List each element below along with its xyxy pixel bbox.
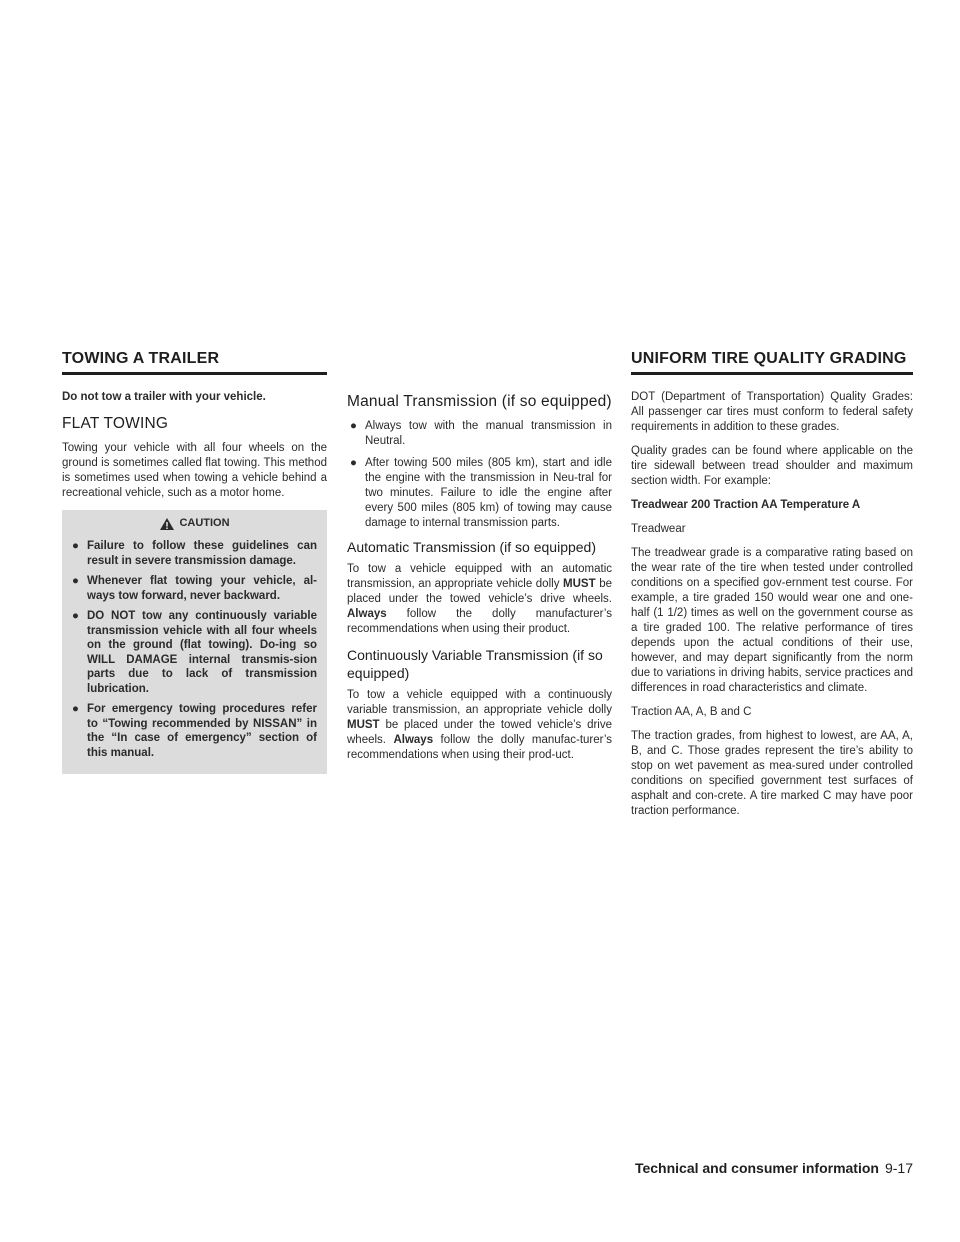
grade-example: Treadwear 200 Traction AA Temperature A [631,499,861,511]
caution-box [62,510,327,774]
automatic-transmission-heading: Automatic Transmission (if so equipped) [347,539,596,555]
list-item: ● After towing 500 miles (805 km), start and idle the engine with the transmission in Neu-tral for two minutes. Failure to idle the engine after every 500 miles (805 km) of towing may cause damage to internal transmission parts. [350,457,612,529]
caution-label: CAUTION [179,517,230,529]
traction-label: Traction AA, A, B and C [631,706,752,718]
section-header-towing: TOWING A TRAILER [62,350,220,367]
section-header-tire-grading: UNIFORM TIRE QUALITY GRADING [631,350,907,367]
caution-item: ● Failure to follow these guidelines can result in severe transmission damage. [72,540,317,567]
flat-towing-heading: FLAT TOWING [62,415,169,432]
quality-grades-location: Quality grades can be found where applicable on the tire sidewall between tread shoulder and maximum section width. For example: [631,445,913,487]
header-rule [62,372,327,375]
footer-section-title: Technical and consumer information [634,1160,879,1176]
caution-item: ● Whenever flat towing your vehicle, al-ways tow forward, never backward. [72,575,317,602]
automatic-transmission-body: To tow a vehicle equipped with an automatic transmission, an appropriate vehicle dolly MUST be placed under the towed vehicle’s drive wheels. Always follow the dolly manufacturer’s recommendations when using their product. [347,563,612,635]
intro-warning: Do not tow a trailer with your vehicle. [62,391,266,403]
column-left [62,390,327,774]
manual-transmission-heading: Manual Transmission (if so equipped) [347,393,612,410]
warning-icon [159,517,175,531]
dot-quality-grades: DOT (Department of Transportation) Quality Grades: All passenger car tires must conform to federal safety requirements in addition to these grades. [631,391,913,433]
caution-item: ● For emergency towing procedures refer to “Towing recommended by NISSAN” in the “In case of emergency” section of this manual. [72,703,317,759]
treadwear-label: Treadwear [631,523,686,535]
treadwear-body: The treadwear grade is a comparative rating based on the wear rate of the tire when tested under controlled conditions on a specified gov-ernment test course. For example, a tire graded 150 would wear one and one-half (1 1/2) times as well on the government course as a tire graded 100. The relative performance of tires depends upon the actual conditions of their use, however, and may depart significantly from the norm due to variations in driving habits, service practices and differences in road characteristics and climate. [631,547,913,694]
flat-towing-body: Towing your vehicle with all four wheels on the ground is sometimes called flat towing. This method is sometimes used when towing a vehicle behind a recreational vehicle, such as a motor home. [62,442,327,499]
header-rule [631,372,913,375]
caution-item: ● DO NOT tow any continuously variable transmission vehicle with all four wheels on the ground (flat towing). Do-ing so WILL DAMAGE internal transmis-sion parts due to lack of transmission lubrication. [72,610,317,695]
cvt-heading: Continuously Variable Transmission (if so equipped) [347,647,603,681]
traction-body: The traction grades, from highest to lowest, are AA, A, B, and C. Those grades represent the tire’s ability to stop on wet pavement as mea-sured under controlled conditions on specified government test surfaces of asphalt and con-crete. A tire marked C may have poor traction performance. [631,730,913,817]
page-number: 9-17 [884,1160,913,1176]
cvt-body: To tow a vehicle equipped with a continuously variable transmission, an appropriate vehicle dolly MUST be placed under the towed vehicle’s drive wheels. Always follow the dolly manufac-turer’s recommendations when using their prod-uct. [347,689,613,761]
column-right [631,390,913,828]
page-footer [635,1160,913,1176]
caution-title [72,516,317,531]
column-middle [347,390,612,772]
list-item: ● Always tow with the manual transmission in Neutral. [350,420,612,447]
